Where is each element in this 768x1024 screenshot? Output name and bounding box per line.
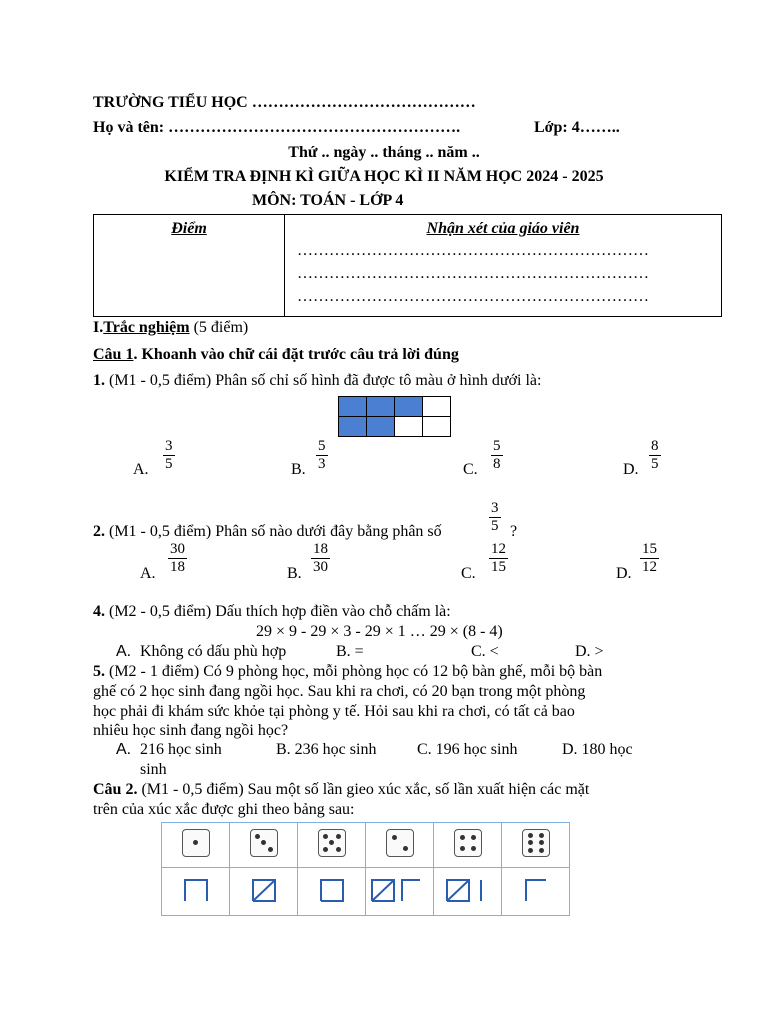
tally-mark-icon bbox=[516, 874, 556, 904]
grid-cell-shaded bbox=[367, 417, 395, 437]
numerator: 30 bbox=[170, 541, 185, 557]
score-header: Điểm bbox=[171, 220, 207, 237]
denominator: 3 bbox=[318, 456, 326, 472]
q2-option-d-letter[interactable]: D. bbox=[616, 565, 632, 582]
q1-option-c-letter[interactable]: C. bbox=[463, 461, 478, 478]
q5-prompt: (M2 - 1 điểm) Có 9 phòng học, mỗi phòng học có 12 bộ bàn ghế, mỗi bộ bàn bbox=[105, 663, 603, 680]
q1-option-c-fraction[interactable] bbox=[491, 439, 503, 472]
subject-title: MÔN: TOÁN - LỚP 4 bbox=[252, 192, 404, 209]
tally-cell bbox=[502, 868, 570, 916]
grid-cell-empty bbox=[423, 417, 451, 437]
q1-option-a-fraction[interactable] bbox=[163, 439, 175, 472]
comment-line: ………………………………………………………… bbox=[297, 288, 649, 305]
grid-cell-shaded bbox=[339, 397, 367, 417]
dice-face-6-icon bbox=[522, 829, 550, 857]
q5-option-a-letter[interactable]: A. bbox=[116, 741, 132, 758]
q5-number: 5. bbox=[93, 663, 105, 680]
q2-option-b-fraction[interactable] bbox=[311, 542, 330, 575]
comment-line: ………………………………………………………… bbox=[297, 265, 649, 282]
school-line: TRƯỜNG TIỂU HỌC …………………………………… bbox=[93, 94, 476, 111]
q2-option-c-fraction[interactable] bbox=[489, 542, 508, 575]
denominator: 5 bbox=[491, 518, 499, 534]
score-table bbox=[93, 214, 722, 317]
q1-option-b-letter[interactable]: B. bbox=[291, 461, 306, 478]
exam-title: KIỂM TRA ĐỊNH KÌ GIỮA HỌC KÌ II NĂM HỌC 2024 - 2025 bbox=[164, 168, 604, 185]
dice-face-1-icon bbox=[182, 829, 210, 857]
q1-option-a-letter[interactable]: A. bbox=[133, 461, 149, 478]
tally-cell bbox=[434, 868, 502, 916]
q4-option-c[interactable]: C. < bbox=[471, 643, 499, 660]
score-cell bbox=[94, 215, 285, 317]
dice-face-cell bbox=[434, 823, 502, 868]
q5-option-b[interactable]: B. 236 học sinh bbox=[276, 741, 377, 758]
dice-face-cell bbox=[298, 823, 366, 868]
q4-option-a-letter[interactable]: A. bbox=[116, 643, 132, 660]
grid-cell-shaded bbox=[367, 397, 395, 417]
q2-option-b-letter[interactable]: B. bbox=[287, 565, 302, 582]
q2-option-a-fraction[interactable] bbox=[168, 542, 187, 575]
tally-mark-icon bbox=[441, 874, 495, 904]
numerator: 3 bbox=[165, 438, 173, 454]
denominator: 8 bbox=[493, 456, 501, 472]
cau2-line-2: trên của xúc xắc được ghi theo bảng sau: bbox=[93, 801, 355, 818]
denominator: 30 bbox=[313, 559, 328, 575]
q2-given-fraction bbox=[489, 501, 501, 534]
comment-cell bbox=[285, 215, 722, 317]
q5-option-a-wrap: sinh bbox=[140, 761, 167, 778]
comment-header: Nhận xét của giáo viên bbox=[426, 220, 580, 237]
numerator: 5 bbox=[318, 438, 326, 454]
dice-face-3-icon bbox=[250, 829, 278, 857]
q1-option-b-fraction[interactable] bbox=[316, 439, 328, 472]
cau2-line-1 bbox=[93, 780, 589, 800]
q2-option-d-fraction[interactable] bbox=[640, 542, 659, 575]
tally-mark-icon bbox=[244, 874, 284, 904]
numerator: 5 bbox=[493, 438, 501, 454]
q2-question-mark: ? bbox=[510, 523, 518, 540]
tally-cell bbox=[366, 868, 434, 916]
cau1-instruction: . Khoanh vào chữ cái đặt trước câu trả lời đúng bbox=[133, 346, 459, 363]
cau1-label: Câu 1 bbox=[93, 346, 134, 363]
q2-prompt: (M1 - 0,5 điểm) Phân số nào dưới đây bằng phân số bbox=[105, 523, 442, 540]
denominator: 15 bbox=[491, 559, 506, 575]
cau1-heading bbox=[93, 345, 459, 365]
tally-mark-icon bbox=[176, 874, 216, 904]
q5-line-3: học phải đi khám sức khỏe tại phòng y tế. Hỏi sau khi ra chơi, có tất cả bao bbox=[93, 703, 575, 720]
comment-lines bbox=[285, 239, 721, 308]
section-title: Trắc nghiệm bbox=[103, 319, 190, 336]
student-name-line: Họ và tên: ………………………………………………. bbox=[93, 119, 461, 136]
denominator: 18 bbox=[170, 559, 185, 575]
q1-option-d-letter[interactable]: D. bbox=[623, 461, 639, 478]
q5-option-d[interactable]: D. 180 học bbox=[562, 741, 633, 758]
denominator: 5 bbox=[651, 456, 659, 472]
grid-cell-empty bbox=[395, 417, 423, 437]
numerator: 15 bbox=[642, 541, 657, 557]
numerator: 12 bbox=[491, 541, 506, 557]
numerator: 8 bbox=[651, 438, 659, 454]
grid-cell-empty bbox=[423, 397, 451, 417]
q4-text bbox=[93, 602, 451, 622]
denominator: 12 bbox=[642, 559, 657, 575]
q4-option-a-text[interactable]: Không có dấu phù hợp bbox=[140, 643, 287, 660]
q2-number: 2. bbox=[93, 523, 105, 540]
q5-option-c[interactable]: C. 196 học sinh bbox=[417, 741, 518, 758]
dice-tally-table bbox=[161, 822, 570, 916]
q1-text bbox=[93, 371, 541, 391]
q5-option-a-text[interactable]: 216 học sinh bbox=[140, 741, 222, 758]
tally-mark-icon bbox=[368, 874, 432, 904]
dice-face-2-icon bbox=[386, 829, 414, 857]
numerator: 18 bbox=[313, 541, 328, 557]
tally-cell bbox=[230, 868, 298, 916]
comment-line: ………………………………………………………… bbox=[297, 242, 649, 259]
q1-option-d-fraction[interactable] bbox=[649, 439, 661, 472]
shaded-grid-figure bbox=[338, 396, 451, 437]
dice-face-cell bbox=[502, 823, 570, 868]
q1-number: 1. bbox=[93, 372, 105, 389]
dice-face-cell bbox=[366, 823, 434, 868]
q4-expression: 29 × 9 - 29 × 3 - 29 × 1 … 29 × (8 - 4) bbox=[256, 623, 503, 640]
q4-option-d[interactable]: D. > bbox=[575, 643, 604, 660]
date-line: Thứ .. ngày .. tháng .. năm .. bbox=[288, 144, 480, 161]
section-heading bbox=[93, 318, 248, 338]
q5-line-2: ghế có 2 học sinh đang ngồi học. Sau khi ra chơi, có 20 bạn trong một phòng bbox=[93, 683, 586, 700]
q4-prompt: (M2 - 0,5 điểm) Dấu thích hợp điền vào chỗ chấm là: bbox=[105, 603, 451, 620]
q4-option-b[interactable]: B. = bbox=[336, 643, 364, 660]
numerator: 3 bbox=[491, 500, 499, 516]
q2-option-c-letter[interactable]: C. bbox=[461, 565, 476, 582]
dice-face-5-icon bbox=[318, 829, 346, 857]
denominator: 5 bbox=[165, 456, 173, 472]
section-points: (5 điểm) bbox=[189, 319, 249, 336]
cau2-prompt: (M1 - 0,5 điểm) Sau một số lần gieo xúc xắc, số lần xuất hiện các mặt bbox=[137, 781, 590, 798]
q5-line-1 bbox=[93, 662, 602, 682]
q2-option-a-letter[interactable]: A. bbox=[140, 565, 156, 582]
grid-cell-shaded bbox=[395, 397, 423, 417]
q2-text bbox=[93, 522, 442, 542]
tally-mark-icon bbox=[312, 874, 352, 904]
section-roman: I. bbox=[93, 319, 104, 336]
q5-line-4: nhiêu học sinh đang ngồi học? bbox=[93, 722, 289, 739]
tally-cell bbox=[298, 868, 366, 916]
q1-prompt: (M1 - 0,5 điểm) Phân số chỉ số hình đã được tô màu ở hình dưới là: bbox=[105, 372, 542, 389]
grid-cell-shaded bbox=[339, 417, 367, 437]
cau2-label: Câu 2. bbox=[93, 781, 138, 798]
dice-face-4-icon bbox=[454, 829, 482, 857]
tally-cell bbox=[162, 868, 230, 916]
class-line: Lớp: 4…….. bbox=[534, 119, 620, 136]
dice-face-cell bbox=[230, 823, 298, 868]
dice-face-cell bbox=[162, 823, 230, 868]
q4-number: 4. bbox=[93, 603, 105, 620]
